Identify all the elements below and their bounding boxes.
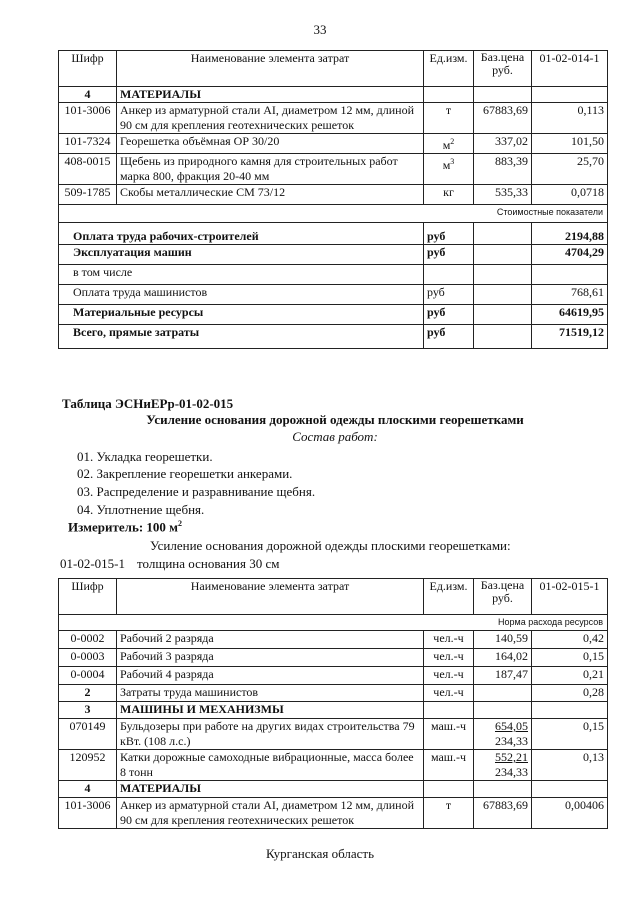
row-name: Георешетка объёмная ОР 30/20 [117,134,424,154]
section-title: МАТЕРИАЛЫ [117,781,424,798]
row-unit: $м^2$ [424,134,474,154]
col-header-name: Наименование элемента затрат [117,51,424,87]
col-header-unit: Ед.изм. [424,51,474,87]
summary-label: в том числе [59,265,424,285]
row-price-bottom: 234,33 [495,765,528,779]
row-name: Затраты труда машинистов [117,685,424,702]
row-code: 101-3006 [59,798,117,829]
col-header-variant: 01-02-015-1 [532,579,608,615]
table-row [59,154,608,185]
row-price: 535,33 [474,185,532,205]
row-name: Рабочий 4 разряда [117,667,424,685]
row-unit: кг [424,185,474,205]
row-code: 408-0015 [59,154,117,185]
row-value: 0,00406 [532,798,608,829]
table-row [59,134,608,154]
col-header-name: Наименование элемента затрат [117,579,424,615]
row-unit: т [424,798,474,829]
table-row [59,685,608,702]
summary-unit: руб [424,285,474,305]
table-row [59,649,608,667]
row-name: Анкер из арматурной стали АI, диаметром 12 мм, длиной 90 см для крепления геотехнических решеток [117,798,424,829]
summary-label: Материальные ресурсы [59,305,424,325]
summary-value: 71519,12 [532,325,608,349]
table-row [59,667,608,685]
table-row [59,798,608,829]
summary-label: Всего, прямые затраты [59,325,424,349]
row-name: Анкер из арматурной стали АI, диаметром 12 мм, длиной 90 см для крепления геотехнических решеток [117,103,424,134]
row-code: 101-3006 [59,103,117,134]
row-code: 120952 [59,750,117,781]
summary-value: 64619,95 [532,305,608,325]
row-price: 187,47 [474,667,532,685]
summary-label: Оплата труда машинистов [59,285,424,305]
row-value: 0,13 [532,750,608,781]
table-01-02-015 [58,578,608,829]
table-row [59,185,608,205]
cost-indicators-label: Стоимостные показатели [59,205,608,223]
row-code: 0-0003 [59,649,117,667]
row-value: 0,42 [532,631,608,649]
table-row [59,103,608,134]
row-value: 0,0718 [532,185,608,205]
meter: Измеритель: 100 $м^2$ [68,519,183,535]
summary-unit: руб [424,223,474,245]
work-step: 04. Уплотнение щебня. [77,502,205,517]
summary-value: 2194,88 [532,223,608,245]
section-title: МАТЕРИАЛЫ [117,87,424,103]
row-unit: чел.-ч [424,667,474,685]
summary-value: 4704,29 [532,245,608,265]
summary-unit: руб [424,325,474,349]
summary-unit: руб [424,245,474,265]
section-number: 3 [59,702,117,719]
row-value: 0,15 [532,649,608,667]
row-value: 0,21 [532,667,608,685]
row-value: 0,113 [532,103,608,134]
work-step: 01. Укладка георешетки. [77,449,213,464]
col-header-code: Шифр [59,579,117,615]
row-code: 070149 [59,719,117,750]
row-code: 0-0004 [59,667,117,685]
table-title: Таблица ЭСНиЕРр-01-02-015 [62,396,234,411]
row-price: 164,02 [474,649,532,667]
row-price: 337,02 [474,134,532,154]
table-row [59,750,608,781]
row-unit: маш.-ч [424,719,474,750]
row-price: 67883,69 [474,798,532,829]
row-price: 67883,69 [474,103,532,134]
row-price-top: 654,05 [495,719,528,733]
row-unit: $м^3$ [424,154,474,185]
row-value: 0,15 [532,719,608,750]
row-unit: чел.-ч [424,685,474,702]
variant-code: 01-02-015-1 [60,556,125,571]
row-unit: чел.-ч [424,631,474,649]
col-header-price: Баз.цена руб. [474,51,532,87]
row-code: 101-7324 [59,134,117,154]
row-code: 0-0002 [59,631,117,649]
section-heading: Усиление основания дорожной одежды плоскими георешетками [146,412,524,427]
section-number: 4 [59,87,117,103]
row-price: 140,59 [474,631,532,649]
col-header-code: Шифр [59,51,117,87]
row-value: 25,70 [532,154,608,185]
summary-label: Оплата труда рабочих-строителей [59,223,424,245]
row-name: Щебень из природного камня для строительных работ марка 800, фракция 20-40 мм [117,154,424,185]
table-row [59,631,608,649]
section-number: 4 [59,781,117,798]
summary-value: 768,61 [532,285,608,305]
row-unit: чел.-ч [424,649,474,667]
row-value: 0,28 [532,685,608,702]
col-header-variant: 01-02-014-1 [532,51,608,87]
col-header-price: Баз.цена руб. [474,579,532,615]
composition-title: Состав работ: [292,429,378,444]
row-name: Катки дорожные самоходные вибрационные, масса более 8 тонн [117,750,424,781]
row-price: 883,39 [474,154,532,185]
row-unit: маш.-ч [424,750,474,781]
row-value: 101,50 [532,134,608,154]
section-title: МАШИНЫ И МЕХАНИЗМЫ [117,702,424,719]
table-row [59,719,608,750]
footer-region: Курганская область [265,846,375,861]
summary-unit: руб [424,305,474,325]
norm-label: Норма расхода ресурсов [59,615,608,631]
col-header-unit: Ед.изм. [424,579,474,615]
subtitle: Усиление основания дорожной одежды плоскими георешетками: [150,538,511,553]
row-name: Скобы металлические СМ 73/12 [117,185,424,205]
work-step: 03. Распределение и разравнивание щебня. [77,484,316,499]
row-code: 509-1785 [59,185,117,205]
table-01-02-014 [58,50,608,349]
row-name: Рабочий 2 разряда [117,631,424,649]
row-unit: т [424,103,474,134]
row-name: Бульдозеры при работе на других видах строительства 79 кВт. (108 л.с.) [117,719,424,750]
row-name: Рабочий 3 разряда [117,649,424,667]
row-price-top: 552,21 [495,750,528,764]
row-code: 2 [59,685,117,702]
page-number: 33 [313,22,327,37]
row-price-bottom: 234,33 [495,734,528,748]
summary-label: Эксплуатация машин [59,245,424,265]
variant-text: толщина основания 30 см [137,556,280,571]
work-step: 02. Закрепление георешетки анкерами. [77,466,293,481]
